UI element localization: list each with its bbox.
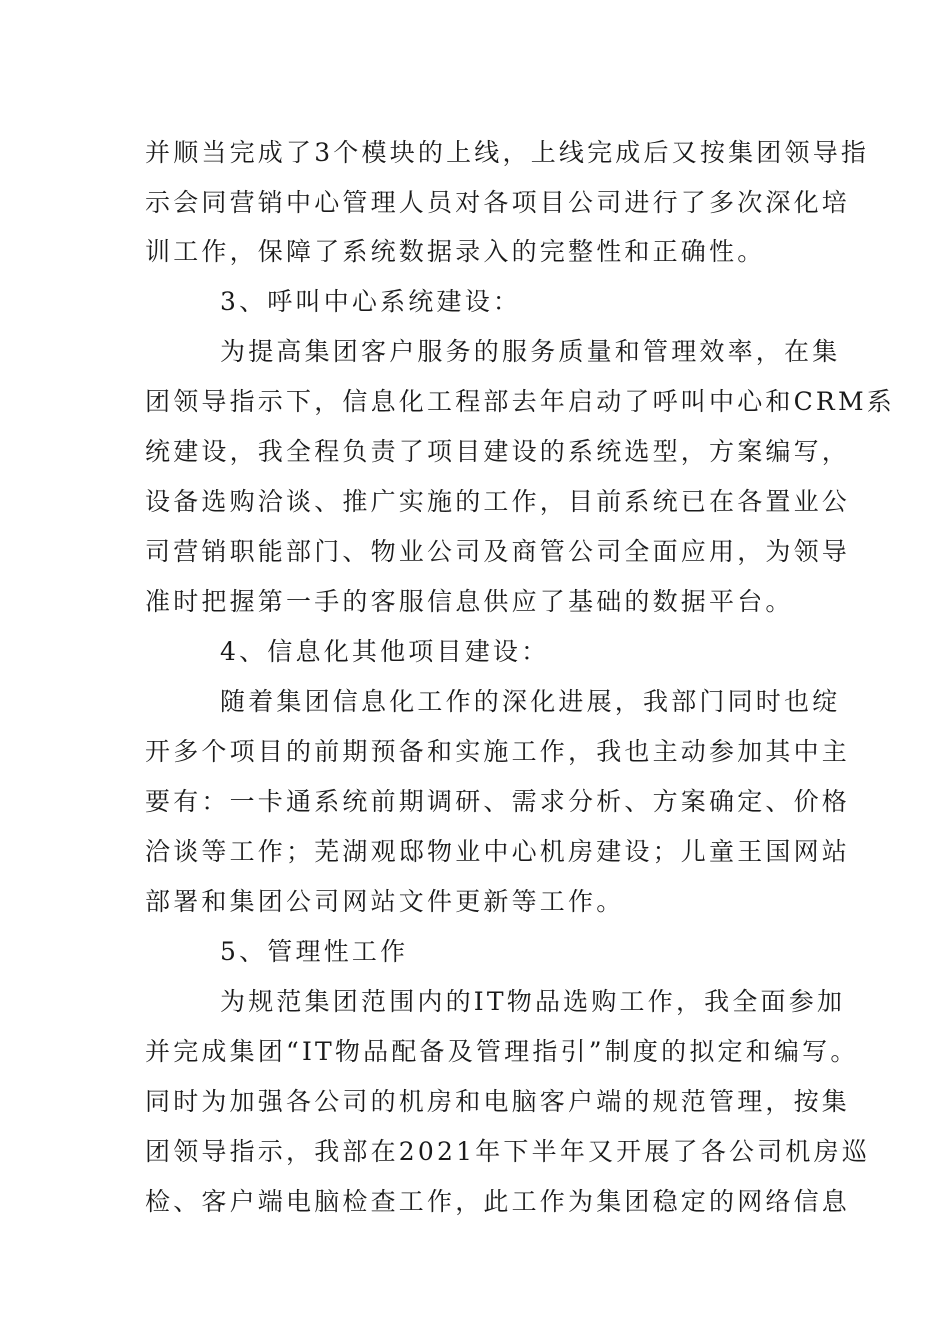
paragraph-first-line: 为规范集团范围内的IT物品选购工作，我全面参加: [220, 987, 846, 1016]
text-line: 团领导指示，我部在2021年下半年又开展了各公司机房巡: [145, 1137, 871, 1166]
text-line: 统建设，我全程负责了项目建设的系统选型，方案编写，: [145, 437, 851, 466]
text-line: 同时为加强各公司的机房和电脑客户端的规范管理，按集: [145, 1087, 851, 1116]
text-line: 设备选购洽谈、推广实施的工作，目前系统已在各置业公: [145, 487, 851, 516]
text-line: 示会同营销中心管理人员对各项目公司进行了多次深化培: [145, 188, 851, 217]
text-line: 团领导指示下，信息化工程部去年启动了呼叫中心和CRM系: [145, 387, 895, 416]
text-line: 并完成集团“IT物品配备及管理指引”制度的拟定和编写。: [145, 1037, 859, 1066]
paragraph-first-line: 随着集团信息化工作的深化进展，我部门同时也绽: [220, 687, 841, 716]
text-line: 检、客户端电脑检查工作，此工作为集团稳定的网络信息: [145, 1187, 851, 1216]
section-heading: 3、呼叫中心系统建设：: [220, 287, 522, 316]
text-line: 并顺当完成了3个模块的上线，上线完成后又按集团领导指: [145, 138, 870, 167]
text-line: 训工作，保障了系统数据录入的完整性和正确性。: [145, 237, 766, 266]
text-line: 开多个项目的前期预备和实施工作，我也主动参加其中主: [145, 737, 851, 766]
text-line: 洽谈等工作；芜湖观邸物业中心机房建设；儿童王国网站: [145, 837, 851, 866]
section-heading: 4、信息化其他项目建设：: [220, 637, 550, 666]
section-heading: 5、管理性工作: [220, 937, 409, 966]
text-line: 部署和集团公司网站文件更新等工作。: [145, 887, 625, 916]
paragraph-first-line: 为提高集团客户服务的服务质量和管理效率，在集: [220, 337, 841, 366]
text-line: 要有：一卡通系统前期调研、需求分析、方案确定、价格: [145, 787, 851, 816]
text-line: 准时把握第一手的客服信息供应了基础的数据平台。: [145, 587, 794, 616]
text-line: 司营销职能部门、物业公司及商管公司全面应用，为领导: [145, 537, 851, 566]
